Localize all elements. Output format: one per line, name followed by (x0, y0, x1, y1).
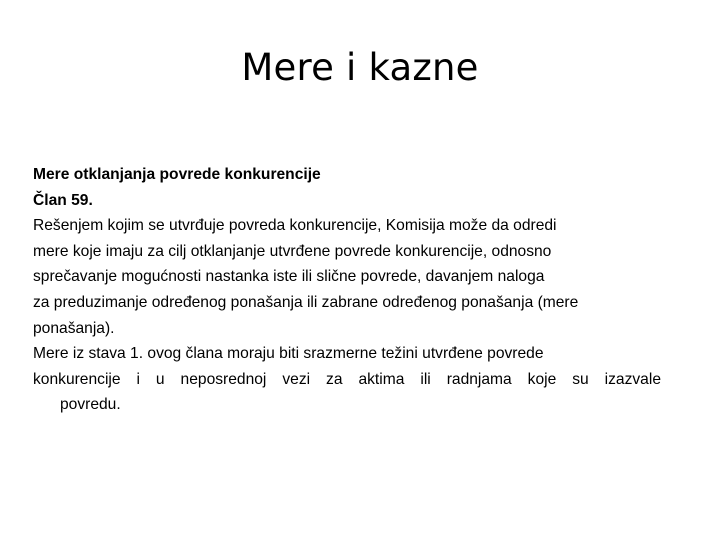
slide-title: Mere i kazne (241, 46, 479, 89)
article-number: Član 59. (33, 191, 93, 209)
paragraph-2-line: Mere iz stava 1. ovog člana moraju biti srazmerne težini utvrđene povrede (33, 345, 544, 363)
slide-body (33, 162, 661, 418)
paragraph-1-line: ponašanja). (33, 319, 115, 337)
paragraph-2-line: povredu. (60, 396, 121, 414)
section-heading: Mere otklanjanja povrede konkurencije (33, 166, 321, 183)
paragraph-1-line: mere koje imaju za cilj otklanjanje utvrđene povrede konkurencije, odnosno (33, 242, 552, 260)
paragraph-2-line: konkurencije i u neposrednoj vezi za aktima ili radnjama koje su izazvale (33, 370, 661, 388)
paragraph-1-line: Rešenjem kojim se utvrđuje povreda konkurencije, Komisija može da odredi (33, 217, 557, 235)
paragraph-1-line: sprečavanje mogućnosti nastanka iste ili slične povrede, davanjem naloga (33, 268, 545, 286)
paragraph-1-line: za preduzimanje određenog ponašanja ili zabrane određenog ponašanja (mere (33, 293, 579, 311)
